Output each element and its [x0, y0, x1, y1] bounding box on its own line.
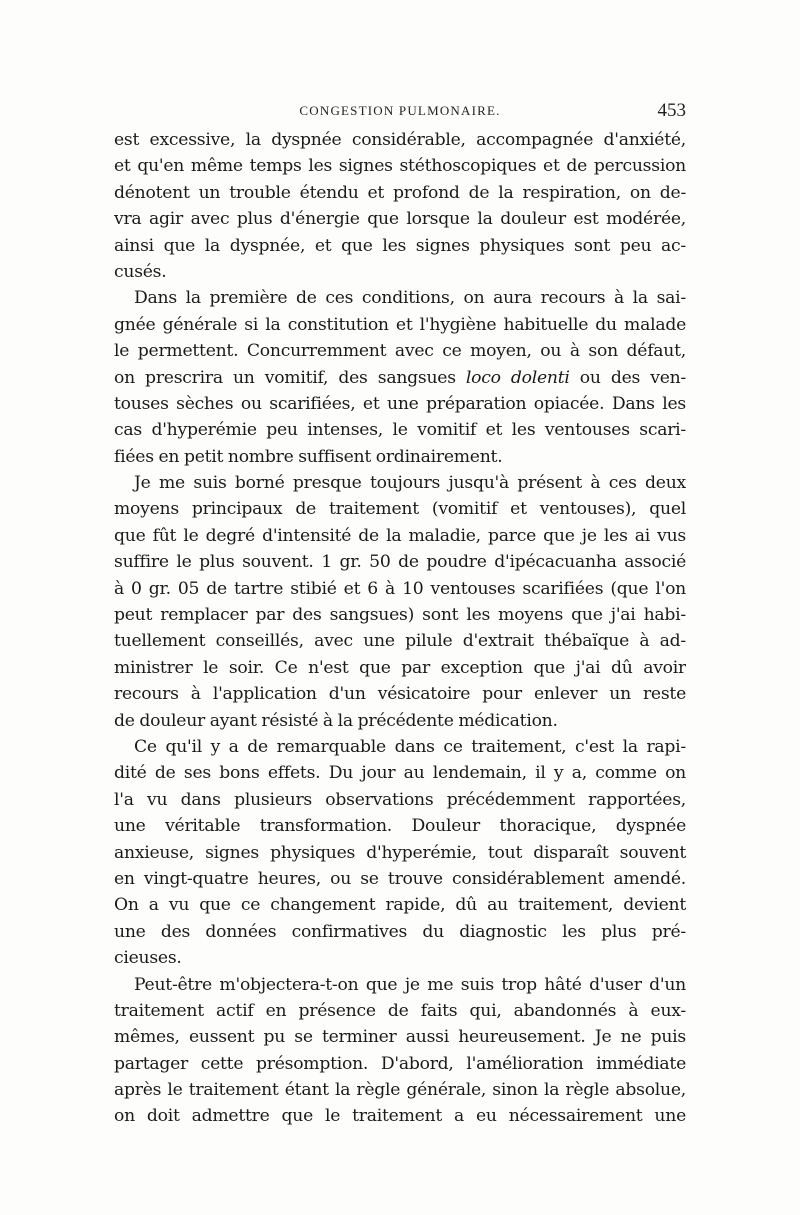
text-line: tuellement conseillés, avec une pilule d'extrait thébaïque à ad- [114, 631, 686, 652]
text-line: cieuses. [114, 948, 182, 969]
text-segment: on prescrira un vomitif, des sangsues [114, 367, 466, 388]
text-line: dité de ses bons effets. Du jour au lendemain, il y a, comme on [114, 763, 686, 784]
page-number: 453 [657, 100, 686, 121]
body-text [114, 127, 686, 1130]
text-line: cas d'hyperémie peu intenses, le vomitif et les ventouses scari- [114, 420, 686, 441]
text-line: fiées en petit nombre suffisent ordinairement. [114, 446, 503, 467]
text-line-mixed [114, 365, 686, 391]
text-line: de douleur ayant résisté à la précédente médication. [114, 710, 558, 731]
running-title: CONGESTION PULMONAIRE. [299, 103, 501, 118]
text-line: après le traitement étant la règle générale, sinon la règle absolue, [114, 1080, 686, 1101]
text-line: ainsi que la dyspnée, et que les signes physiques sont peu ac- [114, 235, 686, 256]
text-line: suffire le plus souvent. 1 gr. 50 de poudre d'ipécacuanha associé [114, 552, 686, 573]
text-line: à 0 gr. 05 de tartre stibié et 6 à 10 ventouses scarifiées (que l'on [114, 578, 686, 599]
text-line: l'a vu dans plusieurs observations précédemment rapportées, [114, 789, 686, 810]
text-line: mêmes, eussent pu se terminer aussi heureusement. Je ne puis [114, 1027, 686, 1048]
text-line: cusés. [114, 261, 167, 282]
text-line: et qu'en même temps les signes stéthoscopiques et de percussion [114, 156, 686, 177]
text-line: une véritable transformation. Douleur thoracique, dyspnée [114, 816, 686, 837]
text-line: On a vu que ce changement rapide, dû au traitement, devient [114, 895, 686, 916]
text-line: le permettent. Concurremment avec ce moyen, ou à son défaut, [114, 341, 686, 362]
text-line: ministrer le soir. Ce n'est que par exception que j'ai dû avoir [114, 657, 686, 678]
text-line: Je me suis borné presque toujours jusqu'à présent à ces deux [134, 473, 686, 494]
italic-phrase: loco dolenti [465, 367, 570, 388]
text-line: une des données confirmatives du diagnostic les plus pré- [114, 921, 686, 942]
text-line: partager cette présomption. D'abord, l'amélioration immédiate [114, 1053, 686, 1074]
text-line: que fût le degré d'intensité de la maladie, parce que je les ai vus [114, 525, 686, 546]
running-head [114, 100, 686, 125]
text-line: moyens principaux de traitement (vomitif et ventouses), quel [114, 499, 686, 520]
text-line: est excessive, la dyspnée considérable, accompagnée d'anxiété, [114, 130, 686, 150]
text-line: recours à l'application d'un vésicatoire pour enlever un reste [114, 684, 686, 705]
text-line: on doit admettre que le traitement a eu nécessairement une [114, 1106, 686, 1127]
text-line: en vingt-quatre heures, ou se trouve considérablement amendé. [114, 868, 686, 889]
text-line: dénotent un trouble étendu et profond de la respiration, on de- [114, 182, 686, 203]
text-line: Dans la première de ces conditions, on aura recours à la sai- [134, 288, 686, 309]
text-line: Peut-être m'objectera-t-on que je me suis trop hâté d'user d'un [134, 974, 686, 995]
text-line: peut remplacer par des sangsues) sont les moyens que j'ai habi- [114, 605, 686, 626]
text-line: anxieuse, signes physiques d'hyperémie, tout disparaît souvent [114, 842, 686, 863]
text-line: Ce qu'il y a de remarquable dans ce traitement, c'est la rapi- [134, 736, 686, 757]
text-line: traitement actif en présence de faits qui, abandonnés à eux- [114, 1000, 686, 1021]
text-segment: ou des ven- [569, 367, 686, 388]
text-line: touses sèches ou scarifiées, et une préparation opiacée. Dans les [114, 393, 686, 414]
text-line: gnée générale si la constitution et l'hygiène habituelle du malade [114, 314, 686, 335]
text-line: vra agir avec plus d'énergie que lorsque la douleur est modérée, [114, 209, 686, 230]
